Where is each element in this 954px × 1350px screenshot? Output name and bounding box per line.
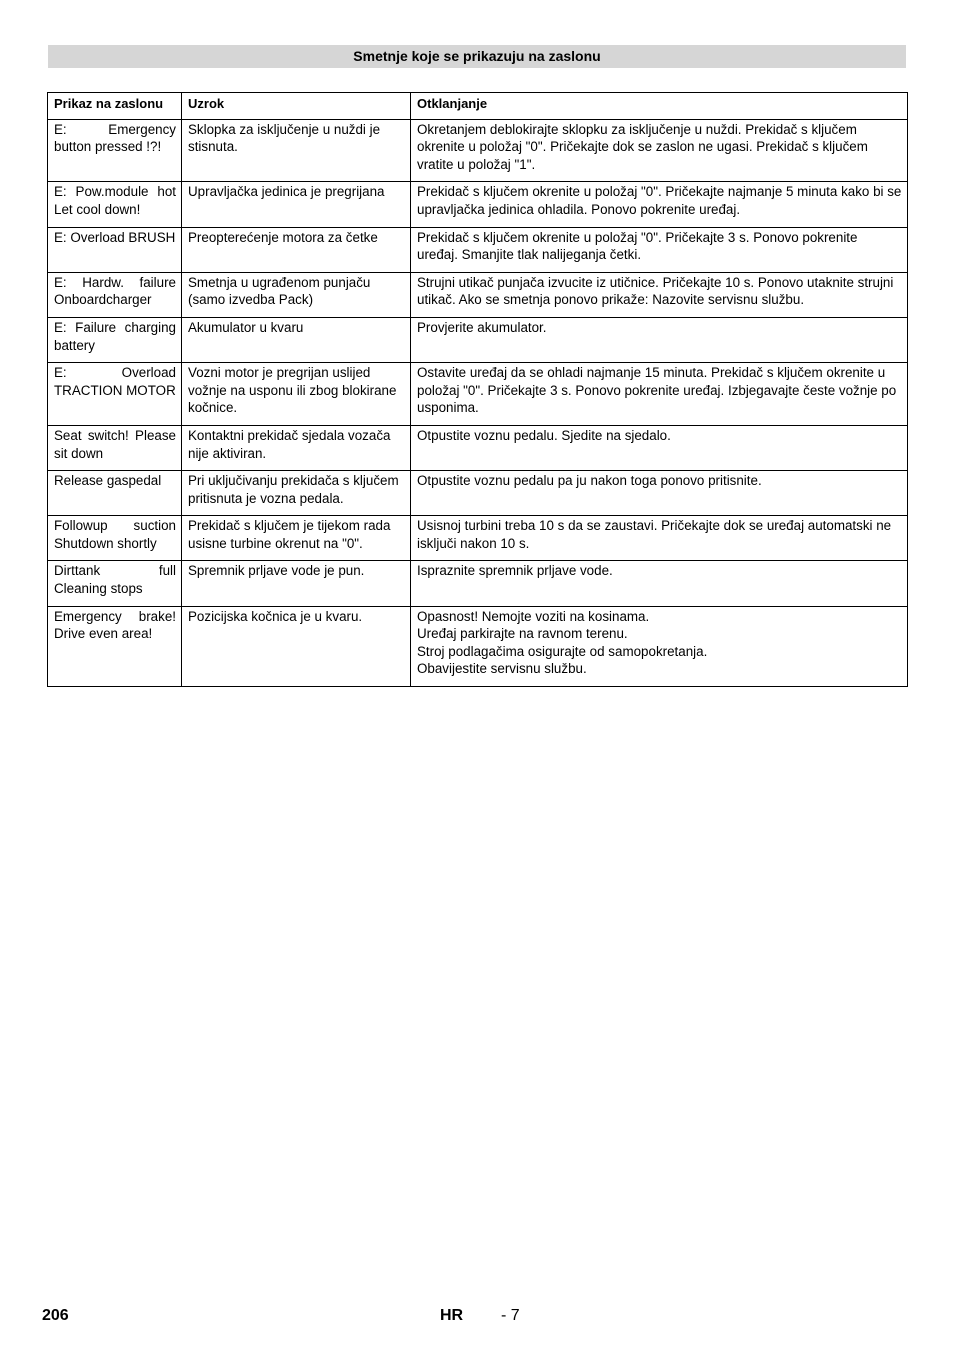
cell-display-message: E: Failure charging battery: [48, 317, 182, 362]
remedy-line: Prekidač s ključem okrenite u položaj "0". Pričekajte najmanje 5 minuta kako bi se upravljačka jedinica ohladila. Ponovo pokrenite uređaj.: [417, 184, 902, 217]
remedy-line: Provjerite akumulator.: [417, 319, 547, 335]
table-row: [48, 227, 908, 272]
section-title: Smetnje koje se prikazuju na zaslonu: [48, 45, 906, 68]
table-row: [48, 606, 908, 686]
column-header-remedy: Otklanjanje: [411, 93, 908, 120]
table-row: [48, 119, 908, 182]
table-row: [48, 561, 908, 606]
remedy-line: Okretanjem deblokirajte sklopku za isključenje u nuždi. Prekidač s ključem okrenite u položaj "0". Pričekajte dok se zaslon ne ugasi. Prekidač s ključem vratite u položaj "1".: [417, 121, 868, 172]
cell-display-message: Followup suction Shutdown shortly: [48, 516, 182, 561]
cell-remedy: [411, 425, 908, 470]
cell-remedy: [411, 363, 908, 426]
remedy-line: Usisnoj turbini treba 10 s da se zaustavi. Pričekajte dok se uređaj automatski ne isključi nakon 10 s.: [417, 518, 892, 551]
cell-display-message: E: Hardw. failure Onboardcharger: [48, 272, 182, 317]
cell-cause: Sklopka za isključenje u nuždi je stisnuta.: [182, 119, 411, 182]
column-header-display: Prikaz na zaslonu: [48, 93, 182, 120]
cell-cause: Akumulator u kvaru: [182, 317, 411, 362]
cell-cause: Upravljačka jedinica je pregrijana: [182, 182, 411, 227]
table-row: [48, 272, 908, 317]
table-row: [48, 317, 908, 362]
cell-display-message: E: Overload TRACTION MOTOR: [48, 363, 182, 426]
page-number: 206: [42, 1307, 69, 1324]
sub-page-number: - 7: [501, 1307, 520, 1324]
cell-display-message: Release gaspedal: [48, 471, 182, 516]
table-row: [48, 471, 908, 516]
cell-cause: Smetnja u ugrađenom punjaču (samo izvedba Pack): [182, 272, 411, 317]
table-header-row: [48, 93, 908, 120]
table-row: [48, 425, 908, 470]
remedy-line: Strujni utikač punjača izvucite iz utičnice. Pričekajte 10 s. Ponovo utaknite strujni utikač. Ako se smetnja ponovo prikaže: Nazovite servisnu službu.: [417, 274, 894, 308]
cell-cause: Pri uključivanju prekidača s ključem pritisnuta je vozna pedala.: [182, 471, 411, 516]
table-row: [48, 363, 908, 426]
language-code: HR: [440, 1307, 464, 1324]
cell-remedy: [411, 227, 908, 272]
table-row: [48, 182, 908, 227]
cell-cause: Preopterećenje motora za četke: [182, 227, 411, 272]
remedy-line: Prekidač s ključem okrenite u položaj "0". Pričekajte 3 s. Ponovo pokrenite uređaj. Smanjite tlak nalijeganja četki.: [417, 229, 858, 263]
remedy-line: Otpustite voznu pedalu pa ju nakon toga ponovo pritisnite.: [417, 473, 762, 489]
remedy-line: Otpustite voznu pedalu. Sjedite na sjedalo.: [417, 427, 671, 443]
cell-cause: Spremnik prljave vode je pun.: [182, 561, 411, 606]
cell-cause: Pozicijska kočnica je u kvaru.: [182, 606, 411, 686]
cell-remedy: [411, 317, 908, 362]
remedy-line: Obavijestite servisnu službu.: [417, 661, 587, 677]
table-row: [48, 516, 908, 561]
cell-remedy: [411, 471, 908, 516]
cell-cause: Kontaktni prekidač sjedala vozača nije aktiviran.: [182, 425, 411, 470]
cell-remedy: [411, 516, 908, 561]
cell-cause: Prekidač s ključem je tijekom rada usisne turbine okrenut na "0".: [182, 516, 411, 561]
cell-display-message: E: Pow.module hot Let cool down!: [48, 182, 182, 227]
cell-display-message: Dirttank full Cleaning stops: [48, 561, 182, 606]
cell-cause: Vozni motor je pregrijan uslijed vožnje na usponu ili zbog blokirane kočnice.: [182, 363, 411, 426]
cell-display-message: Seat switch! Please sit down: [48, 425, 182, 470]
cell-remedy: [411, 182, 908, 227]
cell-remedy: [411, 119, 908, 182]
cell-display-message: E: Overload BRUSH: [48, 227, 182, 272]
cell-remedy: [411, 272, 908, 317]
remedy-line: Ostavite uređaj da se ohladi najmanje 15 minuta. Prekidač s ključem okrenite u položaj "0". Pričekajte 3 s. Ponovo pokrenite uređaj. Izbjegavajte česte vožnje po usponima.: [417, 365, 897, 416]
table-body: [48, 119, 908, 686]
fault-table: [47, 92, 908, 687]
remedy-line: Opasnost! Nemojte voziti na kosinama.: [417, 608, 650, 624]
cell-display-message: E: Emergency button pressed !?!: [48, 119, 182, 182]
remedy-line: Uređaj parkirajte na ravnom terenu.: [417, 626, 628, 642]
cell-remedy: [411, 606, 908, 686]
cell-remedy: [411, 561, 908, 606]
cell-display-message: Emergency brake! Drive even area!: [48, 606, 182, 686]
column-header-cause: Uzrok: [182, 93, 411, 120]
remedy-line: Stroj podlagačima osigurajte od samopokretanja.: [417, 643, 708, 659]
remedy-line: Ispraznite spremnik prljave vode.: [417, 563, 613, 579]
